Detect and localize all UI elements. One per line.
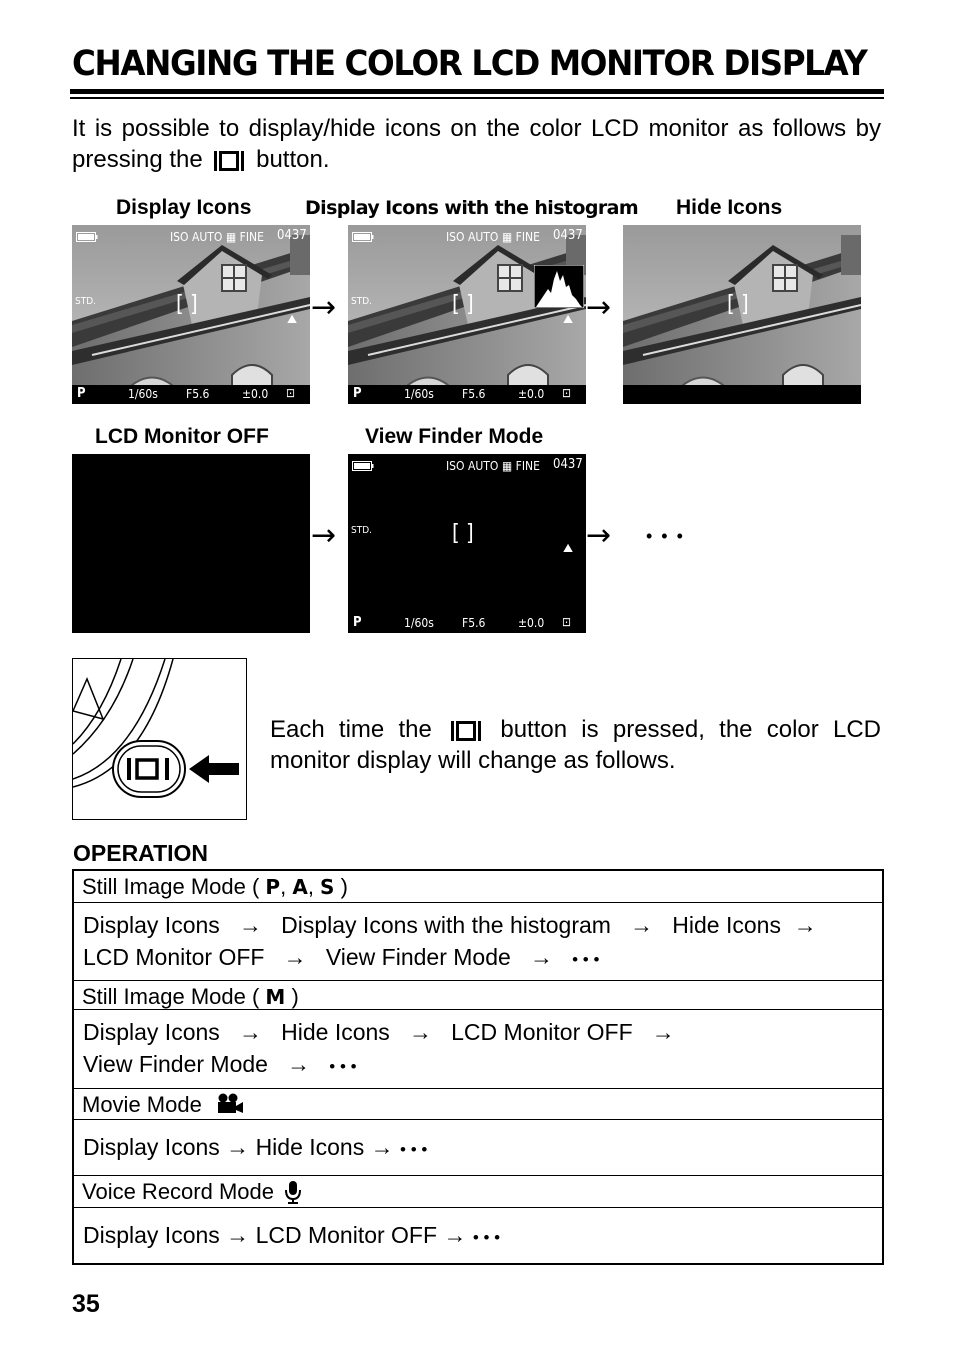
screen-display-histogram xyxy=(348,225,586,404)
osd-quality: ▦ FINE xyxy=(502,230,540,244)
osd-quality: ▦ FINE xyxy=(502,459,540,473)
arrow-3: → xyxy=(311,518,337,553)
af-brackets: [ ] xyxy=(176,292,198,317)
battery-icon xyxy=(352,461,374,471)
osd-quality: ▦ FINE xyxy=(226,230,264,244)
label-viewfinder: View Finder Mode xyxy=(365,425,544,448)
osd-ev: ±0.0 xyxy=(242,387,269,401)
arrow-2: → xyxy=(586,290,612,325)
page-number: 35 xyxy=(72,1290,100,1318)
osd-shutter: 1/60s xyxy=(128,387,158,401)
label-display-icons: Display Icons xyxy=(116,196,252,219)
microphone-icon xyxy=(284,1180,302,1204)
title-rule-thick xyxy=(70,89,884,94)
scene-icon: ⛰ xyxy=(287,312,298,326)
intro-text-before: It is possible to display/hide icons on the color LCD monitor as follows by pressing the xyxy=(72,115,881,173)
osd-ev: ±0.0 xyxy=(518,387,545,401)
mode-m: M xyxy=(265,985,286,1009)
battery-icon xyxy=(76,232,98,242)
row-still-m-header: Still Image Mode ( M ) xyxy=(74,981,882,1010)
screen-hide-icons xyxy=(623,225,861,404)
scene-icon: ⛰ xyxy=(563,541,574,555)
osd-aperture: F5.6 xyxy=(462,616,486,630)
screen-lcd-off xyxy=(72,454,310,633)
title-rule-thin xyxy=(70,97,884,99)
osd-mode: P xyxy=(353,615,362,630)
page-title: CHANGING THE COLOR LCD MONITOR DISPLAY xyxy=(72,44,867,84)
row-still-pas-header: Still Image Mode ( P, A, S ) xyxy=(74,871,882,903)
intro-text-after: button. xyxy=(256,146,330,173)
osd-std: STD. xyxy=(75,296,96,307)
row-voice-sequence: Display Icons → LCD Monitor OFF → • • • xyxy=(83,1222,501,1248)
ellipsis: • • • xyxy=(646,526,685,546)
scene-icon: ⛰ xyxy=(563,312,574,326)
operation-table xyxy=(72,869,884,1265)
osd-iso: ISO AUTO xyxy=(446,459,499,473)
af-brackets: [ ] xyxy=(452,521,474,546)
row-voice-header: Voice Record Mode xyxy=(74,1176,882,1208)
osd-count: 0437 xyxy=(553,457,583,472)
osd-bottom-bar xyxy=(72,385,310,404)
arrow-1: → xyxy=(311,290,337,325)
osd-bottom-bar xyxy=(348,385,586,404)
mode-p: P xyxy=(265,875,281,899)
osd-shutter: 1/60s xyxy=(404,616,434,630)
row-movie-sequence: Display Icons → Hide Icons → • • • xyxy=(74,1120,882,1176)
osd-std: STD. xyxy=(351,296,372,307)
osd-count: 0437 xyxy=(553,228,583,243)
mode-a: A xyxy=(292,875,308,899)
movie-camera-icon xyxy=(214,1093,244,1115)
each-time-before: Each time the xyxy=(270,716,432,743)
osd-count: 0437 xyxy=(277,228,307,243)
metering-icon: ⊡ xyxy=(562,615,572,629)
af-brackets: [ ] xyxy=(727,292,749,317)
label-display-histogram: Display Icons with the histogram xyxy=(305,197,639,219)
metering-icon: ⊡ xyxy=(562,386,572,400)
arrow-4: → xyxy=(586,518,612,553)
osd-bottom-bar xyxy=(348,614,586,633)
row-still-m-sequence: Display Icons → Hide Icons → LCD Monitor OFF → View Finder Mode → • • • xyxy=(74,1010,882,1089)
label-hide-icons: Hide Icons xyxy=(676,196,783,219)
display-button-icon xyxy=(450,719,482,743)
osd-aperture: F5.6 xyxy=(462,387,486,401)
af-brackets: [ ] xyxy=(452,292,474,317)
metering-icon: ⊡ xyxy=(286,386,296,400)
intro-paragraph xyxy=(72,113,881,175)
black-bottom-bar xyxy=(623,385,861,404)
osd-iso: ISO AUTO xyxy=(170,230,223,244)
histogram-icon xyxy=(534,265,584,308)
button-diagram xyxy=(72,658,247,820)
osd-ev: ±0.0 xyxy=(518,616,545,630)
screen-display-icons xyxy=(72,225,310,404)
battery-icon xyxy=(352,232,374,242)
osd-aperture: F5.6 xyxy=(186,387,210,401)
display-button-icon xyxy=(213,149,245,173)
osd-mode: P xyxy=(77,386,86,401)
row-movie-header: Movie Mode xyxy=(74,1089,882,1120)
label-lcd-off: LCD Monitor OFF xyxy=(95,425,269,448)
osd-std: STD. xyxy=(351,525,372,536)
osd-iso: ISO AUTO xyxy=(446,230,499,244)
screen-viewfinder xyxy=(348,454,586,633)
osd-shutter: 1/60s xyxy=(404,387,434,401)
each-time-paragraph xyxy=(270,714,881,776)
mode-s: S xyxy=(320,875,335,899)
osd-mode: P xyxy=(353,386,362,401)
operation-heading: OPERATION xyxy=(73,840,209,866)
row-still-pas-sequence: Display Icons → Display Icons with the histogram → Hide Icons → LCD Monitor OFF → View Finder Mode → • • • xyxy=(74,903,882,981)
each-time-after: button is pressed, the color LCD monitor display will change as follows. xyxy=(270,716,881,774)
